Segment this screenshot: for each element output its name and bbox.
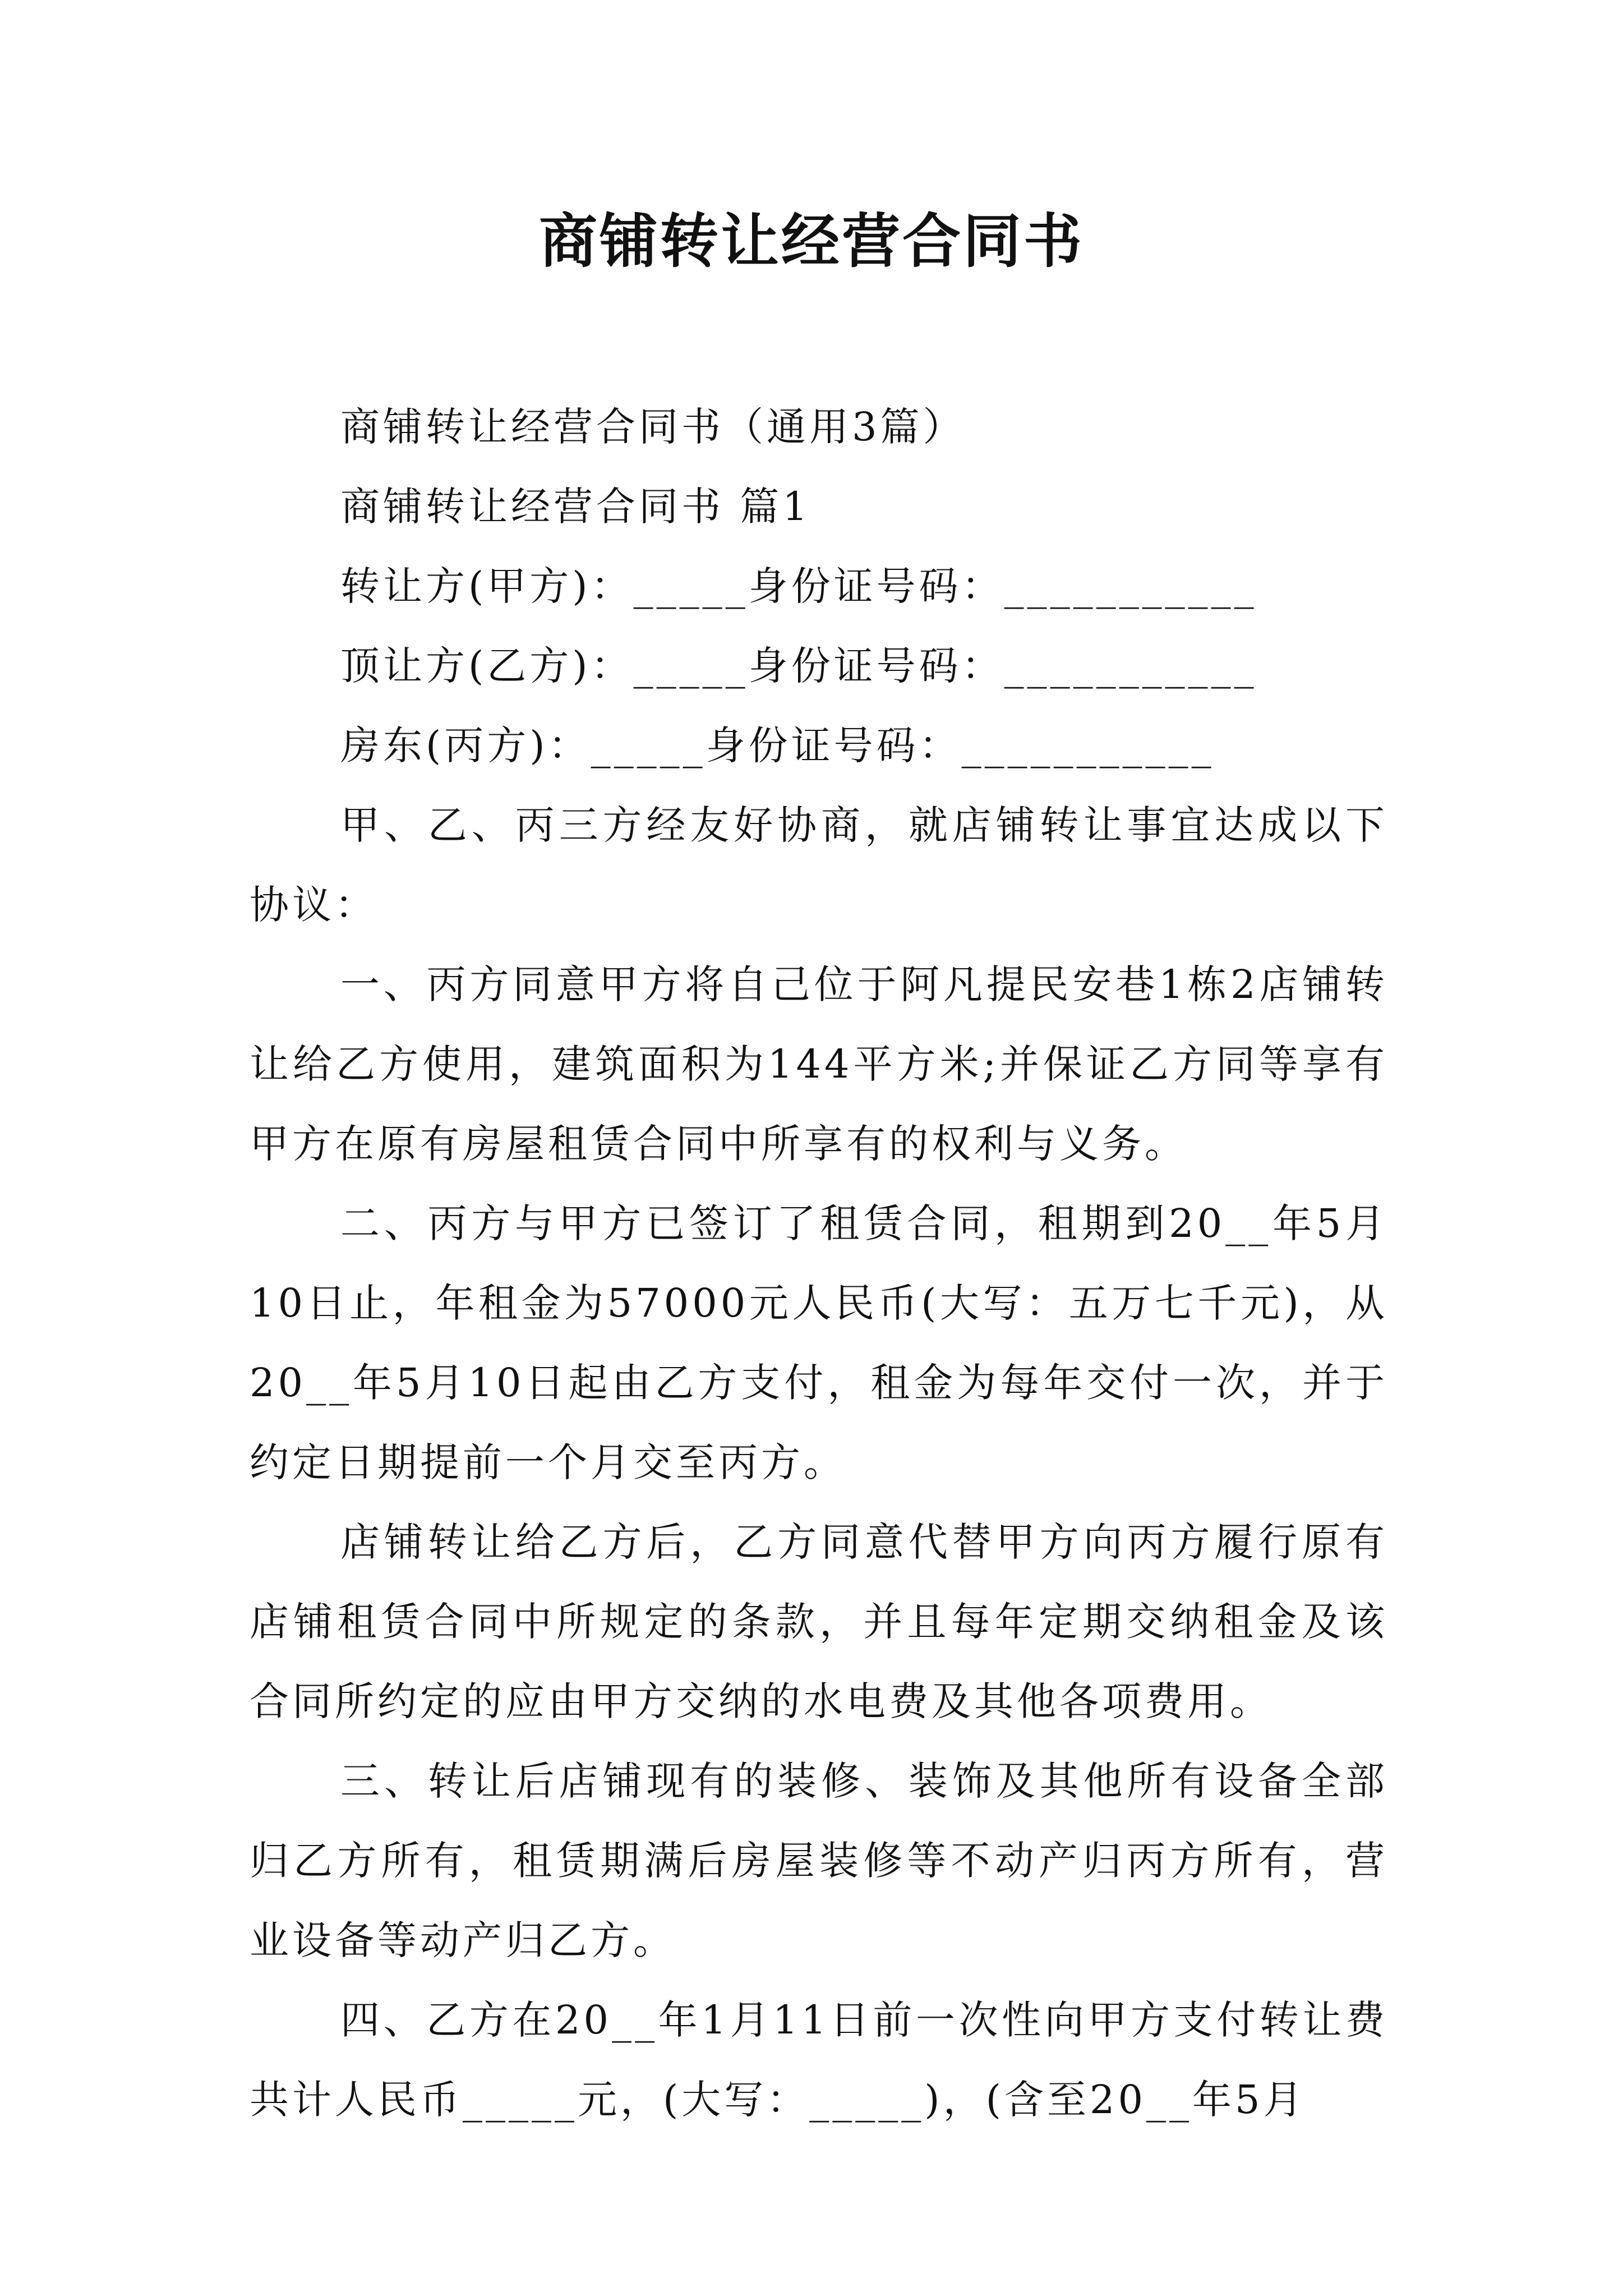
clause-1: 一、丙方同意甲方将自己位于阿凡提民安巷1栋2店铺转让给乙方使用，建筑面积为144平方米;并保证乙方同等享有甲方在原有房屋租赁合同中所享有的权利与义务。: [250, 961, 1388, 1167]
party-c-line: 房东(丙方)：_____身份证号码：___________: [340, 723, 1215, 769]
section-heading: 商铺转让经营合同书 篇1: [340, 484, 811, 530]
agreement-intro: 甲、乙、丙三方经友好协商，就店铺转让事宜达成以下协议：: [250, 802, 1388, 928]
clause-2-continued: 店铺转让给乙方后，乙方同意代替甲方向丙方履行原有店铺租赁合同中所规定的条款，并且每年定期交纳租金及该合同所约定的应由甲方交纳的水电费及其他各项费用。: [250, 1519, 1388, 1724]
subtitle-line: 商铺转让经营合同书（通用3篇）: [340, 404, 966, 450]
clause-4: 四、乙方在20__年1月11日前一次性向甲方支付转让费共计人民币_____元，(大写：_____)，(含至20__年5月: [250, 1997, 1388, 2123]
clause-3: 三、转让后店铺现有的装修、装饰及其他所有设备全部归乙方所有，租赁期满后房屋装修等不动产归丙方所有，营业设备等动产归乙方。: [250, 1758, 1388, 1963]
document-title: 商铺转让经营合同书: [538, 206, 1084, 275]
document-body: [250, 387, 1388, 2139]
party-a-line: 转让方(甲方)：_____身份证号码：___________: [340, 563, 1257, 609]
party-b-line: 顶让方(乙方)：_____身份证号码：___________: [340, 643, 1257, 689]
clause-2: 二、丙方与甲方已签订了租赁合同，租期到20__年5月10日止，年租金为57000元人民币(大写：五万七千元)，从20__年5月10日起由乙方支付，租金为每年交付一次，并于约定日期提前一个月交至丙方。: [250, 1200, 1388, 1485]
